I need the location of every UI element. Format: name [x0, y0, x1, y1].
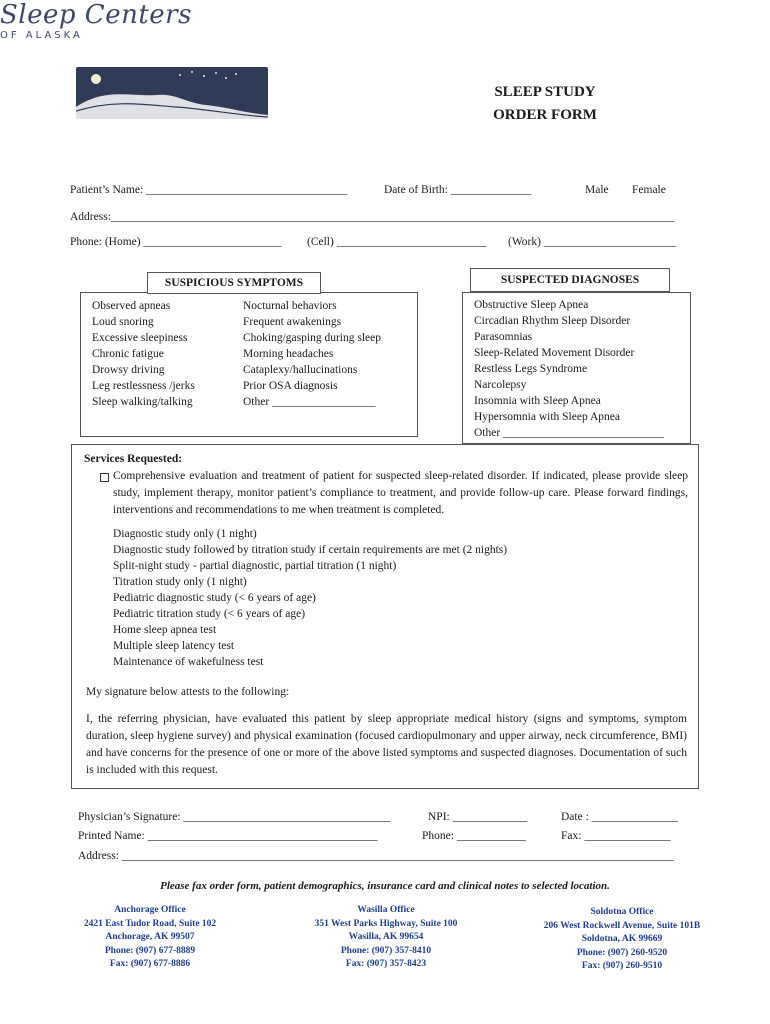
service-option[interactable]: Diagnostic study only (1 night): [113, 528, 257, 540]
comprehensive-checkbox[interactable]: [100, 473, 109, 482]
symptom-item[interactable]: Choking/gasping during sleep: [243, 332, 381, 344]
office-name: Anchorage Office: [114, 905, 186, 915]
diagnosis-item[interactable]: Parasomnias: [474, 331, 533, 343]
phone-home-field[interactable]: Phone: (Home) ________________________: [70, 236, 282, 248]
attest-text: I, the referring physician, have evaluated this patient by sleep appropriate medical history (signs and symptoms, symptom duration, sleep hygiene survey) and physical examination (focused cardiopulmonary and upper airway, neck circumference, BMI) and have concerns for the presence of one or more of the above listed symptoms and suspected diagnoses. Documentation of such is included with this request.: [86, 713, 687, 776]
moon-stars-mountain-icon: [76, 67, 268, 119]
office-city: Anchorage, AK 99507: [105, 932, 195, 942]
symptom-item[interactable]: Morning headaches: [243, 348, 334, 360]
service-option[interactable]: Multiple sleep latency test: [113, 640, 235, 652]
office-fax: Fax: (907) 677-8886: [109, 959, 191, 969]
office-fax: Fax: (907) 357-8423: [345, 959, 427, 969]
symptoms-header: SUSPICIOUS SYMPTOMS: [147, 272, 321, 294]
office-city: Soldotna, AK 99669: [581, 934, 663, 944]
physician-fax-field[interactable]: Fax: _______________: [561, 830, 671, 842]
diagnosis-item[interactable]: Hypersomnia with Sleep Apnea: [474, 411, 620, 423]
diagnosis-item[interactable]: Narcolepsy: [474, 379, 527, 391]
male-option[interactable]: Male: [585, 184, 609, 196]
female-option[interactable]: Female: [632, 184, 666, 196]
diagnoses-list: [474, 297, 664, 441]
service-option[interactable]: Pediatric diagnostic study (< 6 years of age): [113, 592, 316, 604]
office-name: Soldotna Office: [590, 907, 654, 917]
symptom-item[interactable]: Prior OSA diagnosis: [243, 380, 338, 392]
symptom-item[interactable]: Sleep walking/talking: [92, 396, 193, 408]
diagnosis-item[interactable]: Restless Legs Syndrome: [474, 363, 588, 375]
office-phone: Phone: (907) 260-9520: [576, 947, 668, 958]
printed-name-field[interactable]: Printed Name: ________________________________________: [78, 830, 378, 842]
npi-field[interactable]: NPI: _____________: [428, 811, 528, 823]
office-street: 351 West Parks Highway, Suite 100: [314, 918, 458, 929]
diagnosis-item[interactable]: Insomnia with Sleep Apnea: [474, 395, 601, 407]
services-title: Services Requested:: [84, 453, 183, 465]
phone-cell-field[interactable]: (Cell) __________________________: [307, 236, 487, 248]
service-option[interactable]: Split-night study - partial diagnostic, partial titration (1 night): [113, 560, 397, 572]
diagnosis-item[interactable]: Sleep-Related Movement Disorder: [474, 347, 635, 359]
service-option[interactable]: Maintenance of wakefulness test: [113, 656, 264, 668]
physician-phone-field[interactable]: Phone: ____________: [422, 830, 526, 842]
symptom-item[interactable]: Drowsy driving: [92, 364, 165, 376]
symptom-item[interactable]: Frequent awakenings: [243, 316, 342, 328]
office-anchorage: [74, 904, 226, 972]
symptoms-col1: [92, 298, 195, 410]
symptoms-col2: [243, 298, 381, 410]
office-city: Wasilla, AK 99654: [348, 932, 424, 942]
comprehensive-text: Comprehensive evaluation and treatment of patient for suspected sleep-related disorder. If indicated, please provide sleep study, implement therapy, monitor patient’s compliance to treatment, and provide follow-up care. Please forward findings, interventions and recommendations to me when treatment is completed.: [113, 470, 688, 516]
symptom-item[interactable]: Leg restlessness /jerks: [92, 380, 195, 392]
diagnosis-item[interactable]: Other ____________________________: [474, 427, 665, 439]
office-street: 2421 East Tudor Road, Suite 102: [83, 918, 217, 929]
address-field[interactable]: Address:__________________________________________________________________________________________________: [70, 211, 675, 223]
office-soldotna: [522, 906, 722, 974]
office-street: 206 West Rockwell Avenue, Suite 101B: [543, 920, 701, 931]
patient-name-field[interactable]: Patient’s Name: ___________________________________: [70, 184, 348, 196]
service-option[interactable]: Pediatric titration study (< 6 years of age): [113, 608, 306, 620]
service-option[interactable]: Home sleep apnea test: [113, 624, 217, 636]
service-option[interactable]: Diagnostic study followed by titration study if certain requirements are met (2 nights): [113, 544, 508, 556]
office-phone: Phone: (907) 357-8410: [340, 945, 432, 956]
phone-work-field[interactable]: (Work) _______________________: [508, 236, 677, 248]
fax-instruction: Please fax order form, patient demographics, insurance card and clinical notes to selected location.: [160, 880, 610, 892]
service-option[interactable]: Titration study only (1 night): [113, 576, 247, 588]
logo-script-text: Sleep Centers: [0, 0, 192, 30]
symptom-item[interactable]: Nocturnal behaviors: [243, 300, 337, 312]
physician-address-field[interactable]: Address: ________________________________________________________________________________________________: [78, 850, 674, 862]
date-of-birth-field[interactable]: Date of Birth: ______________: [384, 184, 532, 196]
form-title-line2: ORDER FORM: [493, 107, 597, 123]
physician-signature-field[interactable]: Physician’s Signature: ____________________________________: [78, 811, 391, 823]
logo-sub-text: OF ALASKA: [0, 30, 83, 41]
date-field[interactable]: Date : _______________: [561, 811, 678, 823]
diagnosis-item[interactable]: Circadian Rhythm Sleep Disorder: [474, 315, 631, 327]
symptom-item[interactable]: Excessive sleepiness: [92, 332, 188, 344]
diagnoses-header: SUSPECTED DIAGNOSES: [470, 268, 670, 292]
service-options-list: [113, 526, 507, 670]
office-name: Wasilla Office: [357, 905, 415, 915]
office-phone: Phone: (907) 677-8889: [104, 945, 196, 956]
logo-banner: [76, 67, 268, 119]
symptom-item[interactable]: Loud snoring: [92, 316, 154, 328]
diagnosis-item[interactable]: Obstructive Sleep Apnea: [474, 299, 589, 311]
symptom-item[interactable]: Observed apneas: [92, 300, 171, 312]
symptom-item[interactable]: Chronic fatigue: [92, 348, 164, 360]
symptom-item[interactable]: Other __________________: [243, 396, 376, 408]
office-fax: Fax: (907) 260-9510: [581, 961, 663, 971]
form-title-line1: SLEEP STUDY: [494, 84, 596, 100]
symptom-item[interactable]: Cataplexy/hallucinations: [243, 364, 358, 376]
attest-intro: My signature below attests to the following:: [86, 686, 290, 698]
office-wasilla: [300, 904, 472, 972]
